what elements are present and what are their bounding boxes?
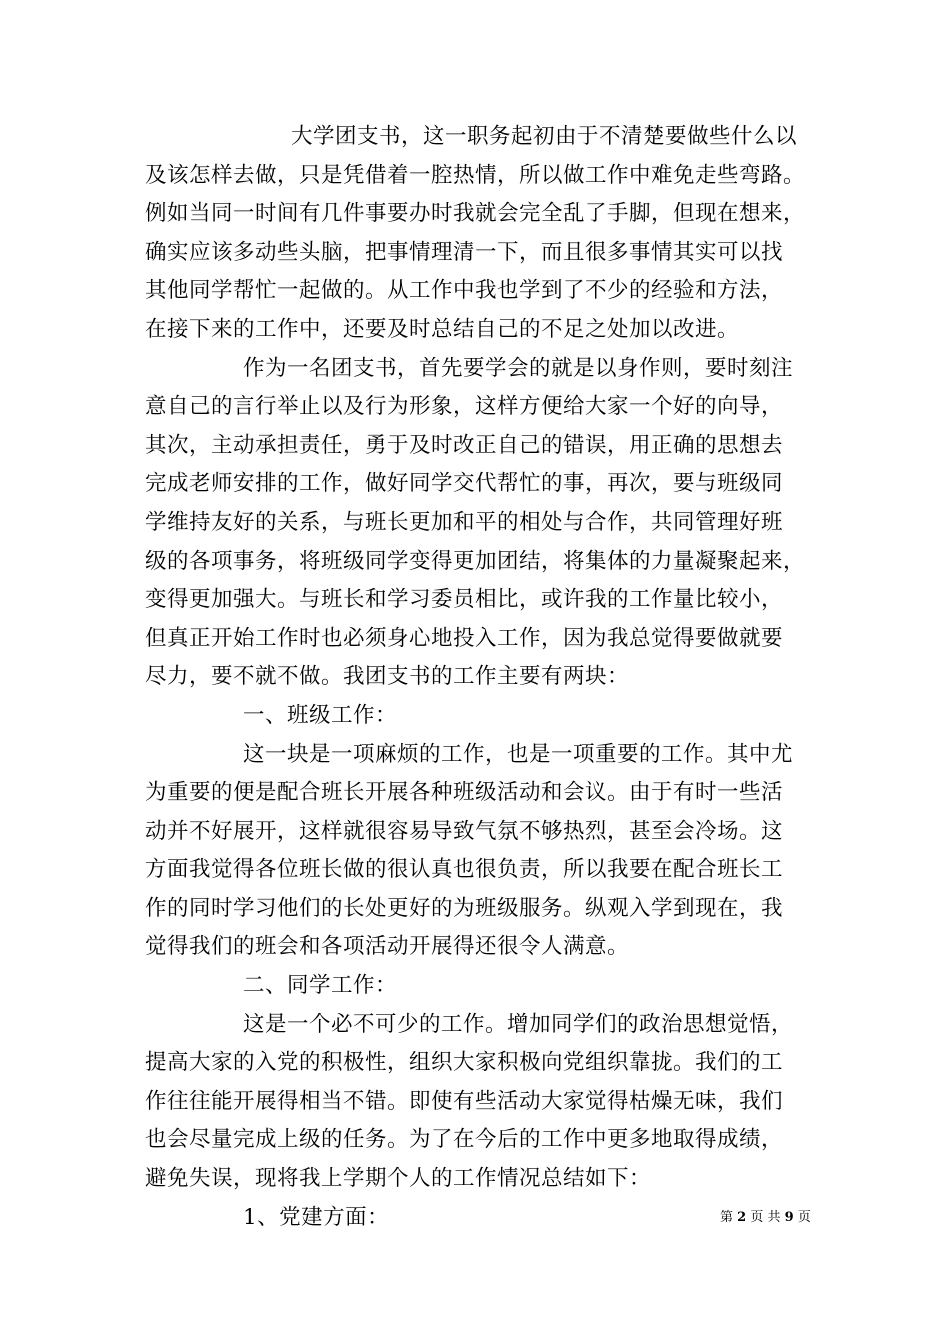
paragraph-line: 提高大家的入党的积极性，组织大家积极向党组织靠拢。我们的工 [145,1050,784,1076]
paragraph-line: 作的同时学习他们的长处更好的为班级服务。纵观入学到现在，我 [145,895,784,921]
paragraph-line: 尽力，要不就不做。我团支书的工作主要有两块： [145,664,630,690]
section-heading: 一、班级工作： [243,702,398,728]
current-page-number: 2 [737,1210,747,1225]
paragraph-line: 动并不好展开，这样就很容易导致气氛不够热烈，甚至会冷场。这 [145,818,784,844]
paragraph-line: 及该怎样去做，只是凭借着一腔热情，所以做工作中难免走些弯路。 [145,162,806,188]
paragraph-line: 也会尽量完成上级的任务。为了在今后的工作中更多地取得成绩， [145,1127,784,1153]
paragraph-line: 这是一个必不可少的工作。增加同学们的政治思想觉悟， [243,1011,794,1037]
paragraph-line: 其他同学帮忙一起做的。从工作中我也学到了不少的经验和方法， [145,278,784,304]
total-pages-number: 9 [784,1210,794,1225]
paragraph-line: 在接下来的工作中，还要及时总结自己的不足之处加以改进。 [145,316,740,342]
subsection-heading: 1、党建方面： [243,1204,390,1230]
section-heading: 二、同学工作： [243,973,398,999]
paragraph-line: 完成老师安排的工作，做好同学交代帮忙的事，再次，要与班级同 [145,471,784,497]
paragraph-line: 但真正开始工作时也必须身心地投入工作，因为我总觉得要做就要 [145,625,784,651]
paragraph-line: 方面我觉得各位班长做的很认真也很负责，所以我要在配合班长工 [145,857,784,883]
paragraph-line: 变得更加强大。与班长和学习委员相比，或许我的工作量比较小， [145,587,784,613]
body-text [145,118,810,1237]
paragraph-line: 大学团支书，这一职务起初由于不清楚要做些什么以 [291,124,798,149]
paragraph-line: 作往往能开展得相当不错。即使有些活动大家觉得枯燥无味，我们 [145,1088,784,1114]
paragraph-line: 例如当同一时间有几件事要办时我就会完全乱了手脚，但现在想来， [145,201,806,227]
paragraph-line: 为重要的便是配合班长开展各种班级活动和会议。由于有时一些活 [145,780,784,806]
paragraph-line: 作为一名团支书，首先要学会的就是以身作则，要时刻注 [243,355,794,381]
footer-suffix: 页 [797,1210,811,1225]
paragraph-line: 避免失误，现将我上学期个人的工作情况总结如下： [145,1166,652,1192]
paragraph-line: 确实应该多动些头脑，把事情理清一下，而且很多事情其实可以找 [145,239,784,265]
page-footer [720,1206,811,1225]
paragraph-line: 其次，主动承担责任，勇于及时改正自己的错误，用正确的思想去 [145,432,784,458]
paragraph-line: 级的各项事务，将班级同学变得更加团结，将集体的力量凝聚起来， [145,548,806,574]
paragraph-line: 这一块是一项麻烦的工作，也是一项重要的工作。其中尤 [243,741,794,767]
footer-middle: 页 共 [750,1210,781,1225]
paragraph-line: 觉得我们的班会和各项活动开展得还很令人满意。 [145,934,630,960]
paragraph-line: 学维持友好的关系，与班长更加和平的相处与合作，共同管理好班 [145,509,784,535]
paragraph-line: 意自己的言行举止以及行为形象，这样方便给大家一个好的向导， [145,394,784,420]
footer-prefix: 第 [720,1210,734,1225]
